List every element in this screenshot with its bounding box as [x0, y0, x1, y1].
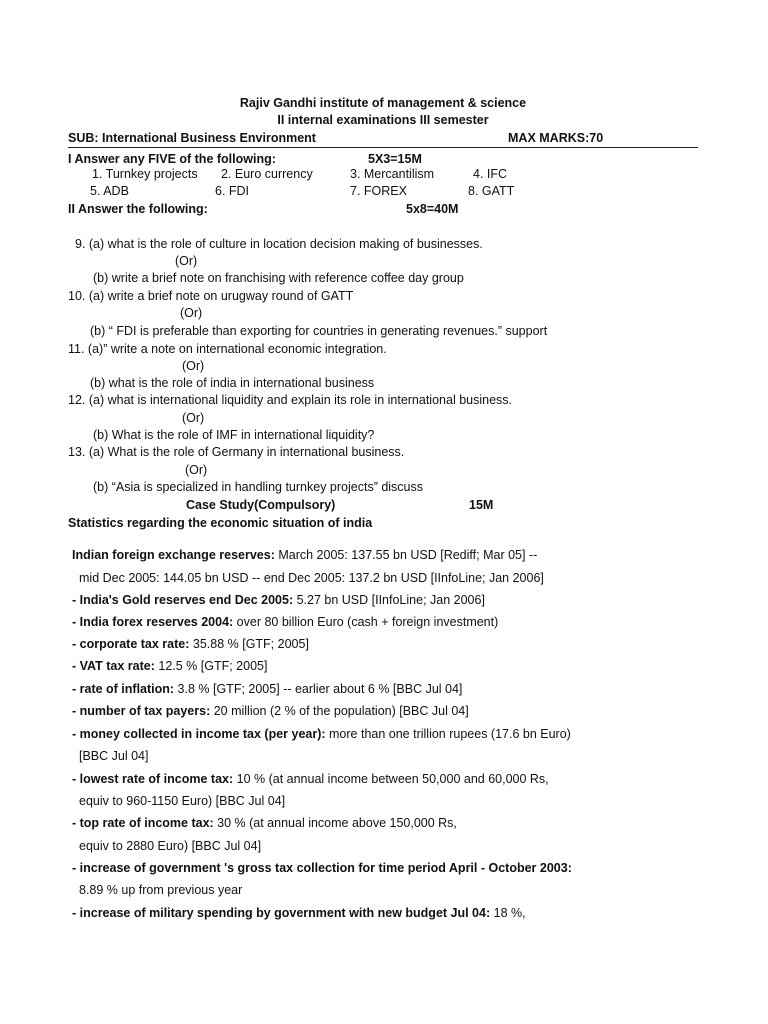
stat-line [72, 614, 498, 630]
question-or: (Or) [182, 359, 205, 373]
stat-label: - VAT tax rate: [72, 659, 155, 673]
stat-line [72, 681, 462, 697]
stat-label: - India's Gold reserves end Dec 2005: [72, 593, 294, 607]
section1-item: 7. FOREX [350, 184, 407, 198]
section2-marks: 5x8=40M [406, 202, 459, 216]
section2-title: II Answer the following: [68, 202, 208, 216]
question-part-b: (b) “Asia is specialized in handling turnkey projects” discuss [93, 480, 424, 494]
max-marks: MAX MARKS:70 [508, 131, 604, 145]
stat-text: equiv to 2880 Euro) [BBC Jul 04] [79, 839, 262, 853]
stat-label: - top rate of income tax: [72, 816, 214, 830]
header-divider [68, 147, 698, 148]
question-part-b: (b) “ FDI is preferable than exporting for countries in generating revenues.” support [90, 324, 548, 338]
section1-marks: 5X3=15M [368, 152, 422, 166]
stat-text: 18 %, [490, 906, 526, 920]
stat-text: more than one trillion rupees (17.6 bn Euro) [325, 727, 571, 741]
stat-line [72, 547, 537, 563]
stat-line [79, 882, 242, 898]
stat-text: 8.89 % up from previous year [79, 883, 243, 897]
subject-line: SUB: International Business Environment [68, 131, 316, 145]
question-or: (Or) [175, 254, 198, 268]
stat-line [79, 793, 285, 809]
question-part-a: 13. (a) What is the role of Germany in international business. [68, 445, 405, 459]
stat-text: 30 % (at annual income above 150,000 Rs, [213, 816, 457, 830]
stat-text: mid Dec 2005: 144.05 bn USD -- end Dec 2005: 137.2 bn USD [IInfoLine; Jan 2006] [79, 571, 544, 585]
stat-label: Indian foreign exchange reserves: [72, 548, 275, 562]
stat-text: 35.88 % [GTF; 2005] [189, 637, 309, 651]
question-part-a: 10. (a) write a brief note on urugway round of GATT [68, 289, 354, 303]
question-or: (Or) [182, 411, 205, 425]
stat-label: - rate of inflation: [72, 682, 175, 696]
section1-item: 5. ADB [90, 184, 129, 198]
stat-line [72, 815, 457, 831]
stat-text: [BBC Jul 04] [79, 749, 149, 763]
question-part-b: (b) What is the role of IMF in international liquidity? [93, 428, 375, 442]
stat-label: - increase of military spending by government with new budget Jul 04: [72, 906, 491, 920]
stat-text: March 2005: 137.55 bn USD [Rediff; Mar 05] -- [274, 548, 538, 562]
case-study-marks: 15M [469, 498, 494, 512]
question-part-a: 11. (a)” write a note on international economic integration. [68, 342, 387, 356]
stat-label: - India forex reserves 2004: [72, 615, 234, 629]
stat-line [72, 860, 572, 876]
stat-label: - number of tax payers: [72, 704, 211, 718]
stat-text: 5.27 bn USD [IInfoLine; Jan 2006] [293, 593, 485, 607]
case-study-title: Case Study(Compulsory) [186, 498, 336, 512]
question-part-b: (b) what is the role of india in international business [90, 376, 375, 390]
case-study-heading: Statistics regarding the economic situation of india [68, 516, 373, 530]
stat-line [79, 748, 148, 764]
stat-line [72, 636, 309, 652]
question-or: (Or) [185, 463, 208, 477]
stat-line [79, 570, 544, 586]
stat-line [72, 703, 469, 719]
exam-title: II internal examinations III semester [277, 113, 489, 127]
section1-title: I Answer any FIVE of the following: [68, 152, 276, 166]
stat-text: over 80 billion Euro (cash + foreign investment) [233, 615, 499, 629]
section1-item: 4. IFC [473, 167, 508, 181]
section1-item: 2. Euro currency [221, 167, 313, 181]
question-part-b: (b) write a brief note on franchising with reference coffee day group [93, 271, 464, 285]
question-or: (Or) [180, 306, 203, 320]
stat-text: 12.5 % [GTF; 2005] [154, 659, 268, 673]
stat-label: - increase of government 's gross tax collection for time period April - October 2003: [72, 861, 572, 875]
stat-label: - corporate tax rate: [72, 637, 190, 651]
stat-line [72, 658, 267, 674]
stat-label: - money collected in income tax (per year): [72, 727, 326, 741]
section1-item: 8. GATT [468, 184, 515, 198]
section1-item: 6. FDI [215, 184, 250, 198]
stat-text: equiv to 960-1150 Euro) [BBC Jul 04] [79, 794, 286, 808]
section1-item: 3. Mercantilism [350, 167, 435, 181]
stat-label: - lowest rate of income tax: [72, 772, 234, 786]
stat-line [72, 726, 571, 742]
question-part-a: 9. (a) what is the role of culture in location decision making of businesses. [75, 237, 483, 251]
stat-line [72, 905, 526, 921]
question-part-a: 12. (a) what is international liquidity and explain its role in international business. [68, 393, 513, 407]
stat-text: 10 % (at annual income between 50,000 and 60,000 Rs, [233, 772, 549, 786]
stat-line [72, 592, 485, 608]
stat-text: 20 million (2 % of the population) [BBC Jul 04] [210, 704, 469, 718]
stat-line [72, 771, 549, 787]
stat-line [79, 838, 261, 854]
section1-item: 1. Turnkey projects [92, 167, 198, 181]
institute-title: Rajiv Gandhi institute of management & science [239, 96, 527, 110]
stat-text: 3.8 % [GTF; 2005] -- earlier about 6 % [BBC Jul 04] [174, 682, 463, 696]
